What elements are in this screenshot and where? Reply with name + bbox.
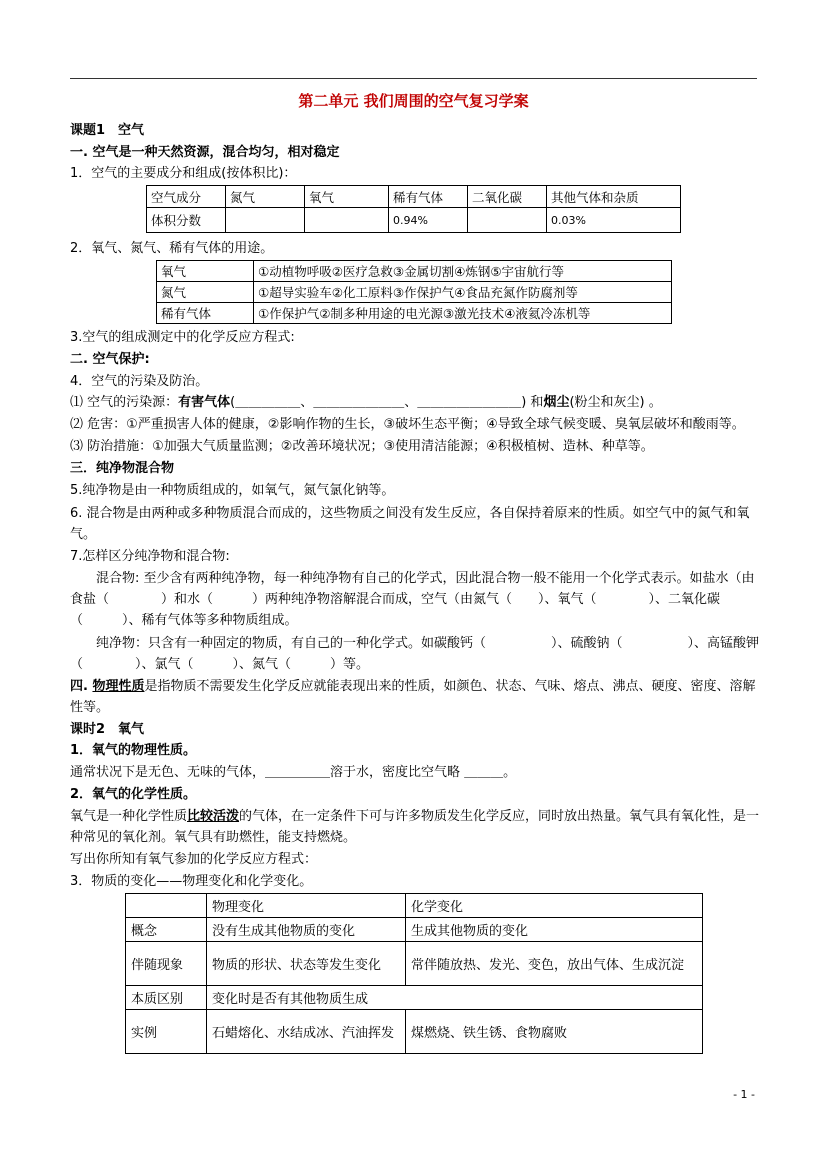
table-cell: 稀有气体 (157, 303, 254, 324)
section2-heading: 二. 空气保护: (70, 352, 150, 367)
q3-text: 3.空气的组成测定中的化学反应方程式: (70, 330, 295, 345)
composition-table (146, 185, 681, 233)
table-cell: 实例 (126, 1010, 207, 1054)
table-cell: 氮气 (226, 186, 305, 208)
table-cell: 变化时是否有其他物质生成 (207, 986, 703, 1010)
pollutant-d: 烟尘 (543, 395, 570, 410)
q2-a: 氧气是一种化学性质 (70, 809, 188, 824)
page-number: - 1 - (733, 1088, 755, 1101)
table-cell: 煤燃烧、铁生锈、食物腐败 (406, 1010, 703, 1054)
lesson2-q1-heading: 1．氧气的物理性质。 (70, 743, 197, 758)
table-cell: 本质区别 (126, 986, 207, 1010)
table-cell: 稀有气体 (389, 186, 468, 208)
lesson2-q3-text: 3．物质的变化——物理变化和化学变化。 (70, 874, 313, 889)
s4-rest: 是指物质不需要发生化学反应就能表现出来的性质，如颜色、状态、气味、熔点、沸点、硬度、密度、溶解性等。 (70, 679, 756, 715)
table-cell: 没有生成其他物质的变化 (207, 918, 406, 942)
header-rule (70, 78, 757, 79)
uses-table (156, 260, 672, 324)
table-cell: 二氧化碳 (468, 186, 547, 208)
pure-text: 纯净物：只含有一种固定的物质，有自己的一种化学式。如碳酸钙（ ）、硫酸钠（ ）、高锰酸钾（ ）、氯气（ ）、氮气（ ）等。 (70, 636, 760, 672)
table-cell: 生成其他物质的变化 (406, 918, 703, 942)
lesson2-q2-text (70, 806, 760, 848)
table-cell: 其他气体和杂质 (547, 186, 681, 208)
lesson1-heading: 课题1 空气 (70, 123, 145, 138)
table-cell: 伴随现象 (126, 942, 207, 986)
table-cell (126, 894, 207, 918)
table-cell: 概念 (126, 918, 207, 942)
table-cell: 物质的形状、状态等发生变化 (207, 942, 406, 986)
table-cell: 氧气 (305, 186, 389, 208)
table-cell (468, 208, 547, 233)
table-cell: 石蜡熔化、水结成冰、汽油挥发 (207, 1010, 406, 1054)
table-cell: ①动植物呼吸②医疗急救③金属切割④炼钢⑤宇宙航行等 (254, 261, 672, 282)
table-cell: 0.94% (389, 208, 468, 233)
table-cell: 空气成分 (147, 186, 226, 208)
lesson2-heading: 课时2 氧气 (70, 722, 145, 737)
pollutant-b: 有害气体 (178, 395, 231, 410)
prevent-text: ⑶ 防治措施：①加强大气质量监测；②改善环境状况；③使用清洁能源；④积极植树、造林、种草等。 (70, 439, 654, 454)
change-table (125, 893, 703, 1054)
table-cell: ①作保护气②制多种用途的电光源③激光技术④液氦冷冻机等 (254, 303, 672, 324)
physical-property-text (70, 676, 760, 718)
pollutant-line (70, 393, 760, 413)
table-cell: 氮气 (157, 282, 254, 303)
q2-c: 的气体，在一定条件下可与许多物质发生化学反应，同时放出热量。氧气具有氧化性，是一种常见的氧化剂。氧气具有助燃性，能支持燃烧。 (70, 809, 760, 845)
pollutant-c: (＿＿＿＿＿、＿＿＿＿＿＿＿、＿＿＿＿＿＿＿＿) 和 (230, 395, 544, 410)
table-cell: 0.03% (547, 208, 681, 233)
table-cell: 物理变化 (207, 894, 406, 918)
pollutant-a: ⑴ 空气的污染源： (70, 395, 179, 410)
table-cell: ①超导实验车②化工原料③作保护气④食品充氮作防腐剂等 (254, 282, 672, 303)
q6-text: 6. 混合物是由两种或多种物质混合而成的，这些物质之间没有发生反应，各自保持着原来的性质。如空气中的氮气和氧气。 (70, 506, 750, 542)
q2-text: 2．氧气、氮气、稀有气体的用途。 (70, 241, 274, 256)
table-cell: 氧气 (157, 261, 254, 282)
q7-text: 7.怎样区分纯净物和混合物: (70, 549, 230, 564)
section1-heading: 一. 空气是一种天然资源，混合均匀，相对稳定 (70, 145, 340, 160)
s4-bold: 物理性质 (92, 679, 145, 694)
q2-b: 比较活泼 (187, 809, 240, 824)
s4-label: 四. (70, 679, 93, 694)
lesson2-write-text: 写出你所知有氧气参加的化学反应方程式： (70, 852, 318, 867)
lesson2-q2-heading: 2．氧气的化学性质。 (70, 787, 197, 802)
section3-heading: 三．纯净物混合物 (70, 461, 175, 476)
table-cell: 常伴随放热、发光、变色，放出气体、生成沉淀 (406, 942, 703, 986)
table-cell: 化学变化 (406, 894, 703, 918)
table-cell (305, 208, 389, 233)
q5-text: 5.纯净物是由一种物质组成的，如氧气，氮气氯化钠等。 (70, 483, 395, 498)
pollutant-e: (粉尘和灰尘) 。 (569, 395, 662, 410)
harm-text: ⑵ 危害：①严重损害人体的健康，②影响作物的生长，③破坏生态平衡；④导致全球气候变暖、臭氧层破坏和酸雨等。 (70, 417, 745, 432)
lesson2-q1-text: 通常状况下是无色、无味的气体，＿＿＿＿＿溶于水，密度比空气略 ＿＿＿。 (70, 765, 517, 780)
mixture-text: 混合物: 至少含有两种纯净物，每一种纯净物有自己的化学式，因此混合物一般不能用一个化学式表示。如盐水（由食盐（ ）和水（ ）两种纯净物溶解混合而成，空气（由氮气（ ）、氧气（ ）、二氧化碳（ ）、稀有气体等多种物质组成。 (70, 571, 755, 628)
q1-text: 1．空气的主要成分和组成(按体积比)： (70, 166, 297, 181)
q4-text: 4．空气的污染及防治。 (70, 374, 209, 389)
page-title: 第二单元 我们周围的空气复习学案 (298, 92, 529, 110)
table-cell (226, 208, 305, 233)
table-cell: 体积分数 (147, 208, 226, 233)
